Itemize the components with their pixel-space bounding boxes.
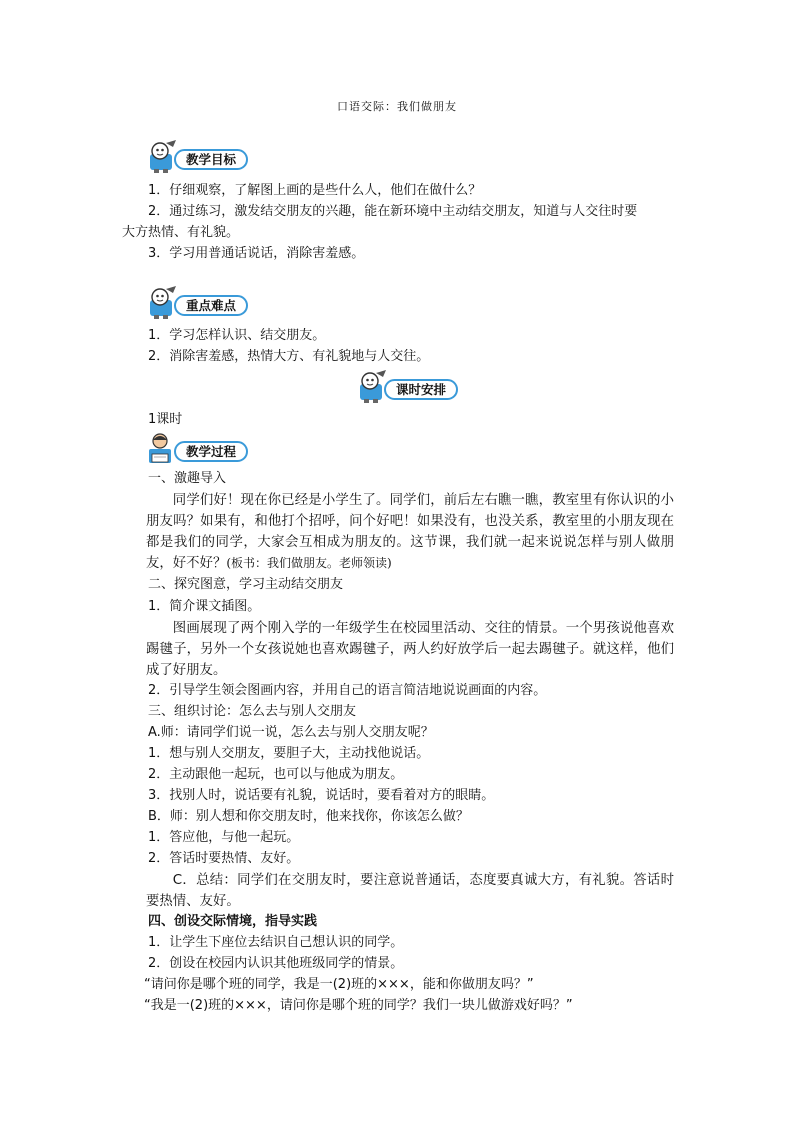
section-badge-goals [146,140,276,174]
schedule-text: 1课时 [148,412,183,427]
goal-line-1: 1．仔细观察，了解图上画的是些什么人，他们在做什么？ [148,183,482,198]
section-badge-key-points [146,286,276,320]
process-s4-title: 四、创设交际情境，指导实践 [148,914,318,929]
section-title-key-points: 重点难点 [174,295,248,316]
process-s2-item-1: 1．简介课文插图。 [148,599,261,614]
process-s2-title: 二、探究图意，学习主动结交朋友 [148,577,344,592]
process-s3-b1: 1．答应他，与他一起玩。 [148,830,300,845]
process-s3-a1: 1．想与别人交朋友，要胆子大，主动找他说话。 [148,746,430,761]
goal-line-2: 2．通过练习，激发结交朋友的兴趣，能在新环境中主动结交朋友，知道与人交往时要 [148,204,638,219]
key-point-line-2: 2．消除害羞感，热情大方、有礼貌地与人交往。 [148,349,430,364]
process-s3-a3: 3．找别人时，说话要有礼貌，说话时，要看着对方的眼睛。 [148,788,495,803]
process-s3-b2: 2．答话时要热情、友好。 [148,851,300,866]
process-s3-a2: 2．主动跟他一起玩，也可以与他成为朋友。 [148,767,404,782]
process-s2-paragraph: 图画展现了两个刚入学的一年级学生在校园里活动、交往的情景。一个男孩说他喜欢踢毽子，另外一个女孩说她也喜欢踢毽子，两人约好放学后一起去踢毽子。就这样，他们成了好朋友。 [146,621,674,678]
process-s3-title: 三、组织讨论：怎么去与别人交朋友 [148,704,357,719]
process-s1-paragraph-text: 同学们好！现在你已经是小学生了。同学们，前后左右瞧一瞧，教室里有你认识的小朋友吗？如果有，和他打个招呼，问个好吧！如果没有，也没关系，教室里的小朋友现在都是我们的同学，大家会互相成为朋友的。这节课，我们就一起来说说怎样与别人做朋友，好不好？ [146,493,674,571]
section-title-goals: 教学目标 [174,149,248,170]
process-s1-title: 一、激趣导入 [148,471,227,486]
dialogue-line-1: “请问你是哪个班的同学，我是一(2)班的×××，能和你做朋友吗？” [144,977,534,992]
page-title: 口语交际：我们做朋友 [337,100,457,113]
section-badge-schedule [356,370,486,404]
section-title-process: 教学过程 [174,441,248,462]
process-s4-item-1: 1．让学生下座位去结识自己想认识的同学。 [148,935,404,950]
dialogue-line-2: “我是一(2)班的×××，请问你是哪个班的同学？我们一块儿做游戏好吗？” [144,998,573,1013]
key-point-line-1: 1．学习怎样认识、结交朋友。 [148,328,326,343]
process-s1-note: (板书：我们做朋友。老师领读) [226,556,392,570]
process-s4-item-2: 2．创设在校园内认识其他班级同学的情景。 [148,956,404,971]
section-title-schedule: 课时安排 [384,379,458,400]
process-s2-item-2: 2．引导学生领会图画内容，并用自己的语言简洁地说说画面的内容。 [148,683,547,698]
goal-line-3: 大方热情、有礼貌。 [122,225,240,240]
process-s3-a: A.师：请同学们说一说，怎么去与别人交朋友呢？ [148,725,434,740]
goal-line-4: 3．学习用普通话说话，消除害羞感。 [148,246,365,261]
process-s3-c: C．总结：同学们在交朋友时，要注意说普通话，态度要真诚大方，有礼貌。答话时要热情、友好。 [146,873,674,909]
section-badge-process [146,432,276,466]
process-s3-b: B．师：别人想和你交朋友时，他来找你，你该怎么做？ [148,809,469,824]
process-s1-paragraph [146,490,674,574]
